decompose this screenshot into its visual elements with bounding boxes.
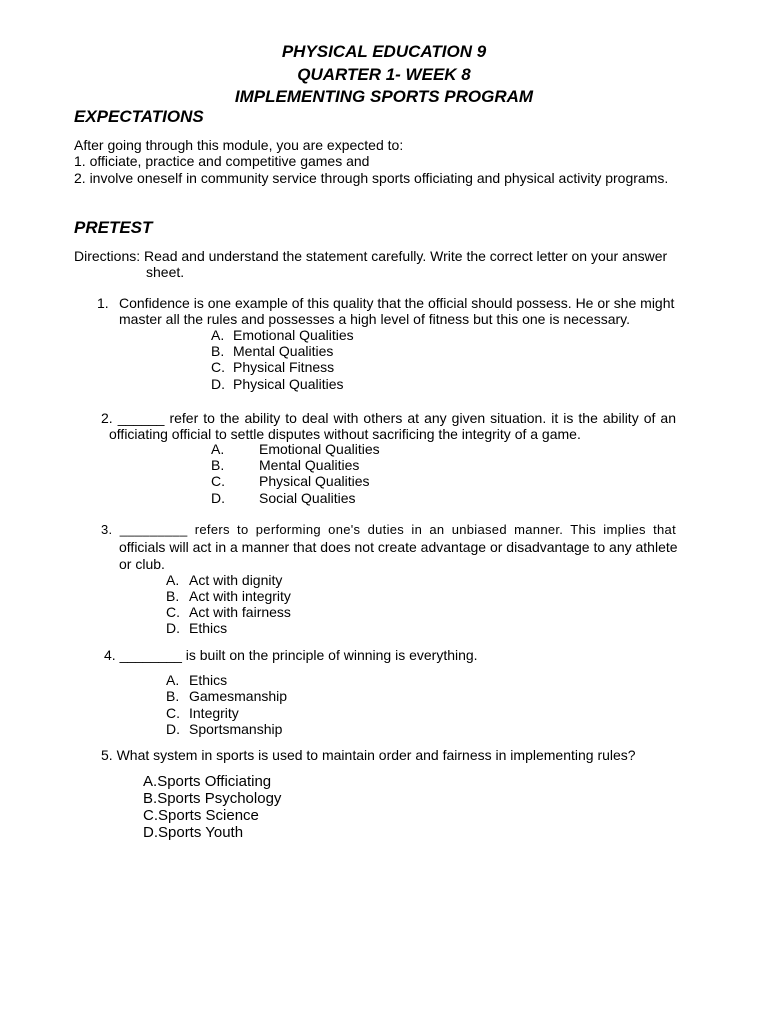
option-text: Act with integrity	[189, 588, 291, 604]
question-3-text-end: or club.	[119, 556, 165, 572]
expectation-item-1: 1. officiate, practice and competitive games and	[74, 153, 370, 169]
option-letter: D.	[143, 824, 158, 841]
option-letter: A.	[211, 441, 225, 457]
option-letter: A.	[143, 773, 158, 790]
option-text: Sportsmanship	[189, 721, 283, 737]
expectations-heading: EXPECTATIONS	[74, 107, 204, 126]
question-4-option-c	[166, 705, 239, 721]
question-3-option-a	[166, 572, 282, 588]
option-letter: B.	[211, 343, 225, 359]
option-letter: B.	[166, 588, 180, 604]
question-5-option-d	[143, 824, 243, 841]
option-text: Ethics	[189, 620, 228, 636]
question-4-option-a	[166, 672, 227, 688]
option-letter: C.	[211, 473, 225, 489]
document-title-quarter: QUARTER 1- WEEK 8	[297, 65, 471, 84]
option-text: Gamesmanship	[189, 688, 288, 704]
expectations-intro: After going through this module, you are expected to:	[74, 137, 404, 153]
document-title-subject: PHYSICAL EDUCATION 9	[281, 42, 487, 61]
option-letter: C.	[166, 604, 180, 620]
question-3-text-continued: officials will act in a manner that does not create advantage or disadvantage to any athlete	[119, 539, 678, 555]
question-3-option-b	[166, 588, 291, 604]
option-text: Physical Fitness	[233, 359, 335, 375]
question-5-text: 5. What system in sports is used to maintain order and fairness in implementing rules?	[101, 747, 636, 763]
question-2-option-d	[211, 490, 356, 506]
option-text: Integrity	[189, 705, 239, 721]
option-text: Physical Qualities	[233, 376, 344, 392]
question-2-text-continued: officiating official to settle disputes without sacrificing the integrity of a game.	[109, 426, 581, 442]
option-letter: D.	[211, 376, 225, 392]
option-text: Mental Qualities	[259, 457, 360, 473]
question-5-option-a	[143, 773, 271, 790]
option-letter: C.	[166, 705, 180, 721]
option-text: Social Qualities	[259, 490, 356, 506]
option-text: Physical Qualities	[259, 473, 370, 489]
question-4-option-b	[166, 688, 287, 704]
option-letter: B.	[143, 790, 158, 807]
option-text: Act with dignity	[189, 572, 283, 588]
question-5-option-b	[143, 790, 281, 807]
question-1-option-a	[211, 327, 354, 343]
option-text: Act with fairness	[189, 604, 291, 620]
pretest-directions: Directions: Read and understand the statement carefully. Write the correct letter on your answer	[74, 248, 668, 264]
question-3-option-d	[166, 620, 227, 636]
option-letter: A.	[166, 572, 180, 588]
question-1-option-c	[211, 359, 334, 375]
option-text: Ethics	[189, 672, 228, 688]
question-4-text: 4. ________ is built on the principle of winning is everything.	[104, 647, 478, 663]
question-1-option-b	[211, 343, 333, 359]
option-text: Sports Officiating	[157, 773, 272, 790]
option-text: Mental Qualities	[233, 343, 334, 359]
question-2-text: 2. ______ refer to the ability to deal with others at any given situation. it is the ability of an	[101, 410, 676, 426]
option-letter: D.	[211, 490, 225, 506]
question-5-option-c	[143, 807, 259, 824]
option-text: Emotional Qualities	[233, 327, 354, 343]
question-3-option-c	[166, 604, 291, 620]
question-2-option-c	[211, 473, 370, 489]
option-letter: D.	[166, 620, 180, 636]
question-4-option-d	[166, 721, 282, 737]
pretest-heading: PRETEST	[74, 218, 153, 237]
option-letter: D.	[166, 721, 180, 737]
option-letter: B.	[166, 688, 180, 704]
option-text: Sports Psychology	[157, 790, 282, 807]
question-2-option-b	[211, 457, 359, 473]
option-text: Emotional Qualities	[259, 441, 380, 457]
expectation-item-2: 2. involve oneself in community service through sports officiating and physical activity programs.	[74, 170, 669, 186]
question-1-text-continued: master all the rules and possesses a high level of fitness but this one is necessary.	[119, 311, 631, 327]
option-letter: C.	[143, 807, 158, 824]
option-text: Sports Science	[158, 807, 259, 824]
option-letter: A.	[211, 327, 225, 343]
question-1-text: Confidence is one example of this quality that the official should possess. He or she might	[119, 295, 675, 311]
pretest-directions-continued: sheet.	[146, 264, 185, 280]
question-3-text: 3. _________ refers to performing one's duties in an unbiased manner. This implies that	[101, 522, 676, 537]
question-2-option-a	[211, 441, 380, 457]
question-1-option-d	[211, 376, 344, 392]
option-text: Sports Youth	[158, 824, 244, 841]
option-letter: C.	[211, 359, 225, 375]
document-title-topic: IMPLEMENTING SPORTS PROGRAM	[234, 87, 534, 106]
question-1-number: 1.	[97, 295, 109, 311]
option-letter: B.	[211, 457, 225, 473]
option-letter: A.	[166, 672, 180, 688]
